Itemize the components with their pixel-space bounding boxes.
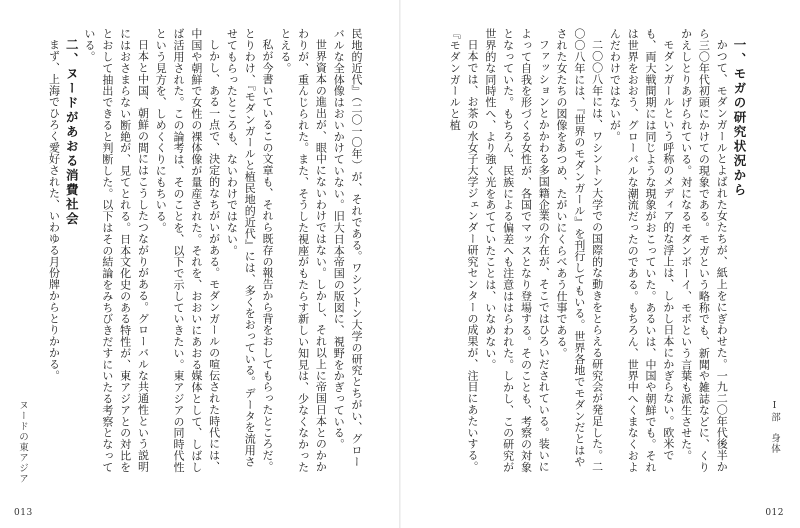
page-number-right: 012 bbox=[765, 508, 784, 518]
paragraph: 日本では、お茶の水女子大学ジェンダー研究センターの成果が、注目にあたいする。『モダンガールと植 bbox=[448, 28, 480, 473]
running-head-right bbox=[767, 400, 781, 454]
right-page-body bbox=[448, 28, 748, 478]
paragraph: 世界資本の進出が、眼中にないわけではない。しかし、それ以上に帝国日本とのかかわりが、重んじられた。また、そうした視座がもたらす新しい知見は、少なくなかったとえる。 bbox=[278, 28, 328, 473]
left-page-body bbox=[25, 28, 365, 478]
paragraph: 二〇〇八年には、ワシントン大学での国際的な動きをとらえる研究会が発足した。二〇〇八年には、『世界のモダンガール』を刊行してもいる。世界各地でモダンだとはやされた女たちの図像をあつめ、たがいにくらべあう仕事である。 bbox=[555, 28, 604, 473]
paragraph: 民地的近代』（二〇一〇年）が、それである。ワシントン大学の研究とちがい、グローバルな全体像はおいかけていない。旧大日本帝国の版図に、視野をかぎっている。 bbox=[332, 28, 363, 468]
section-title-2: 二、ヌードがあおる消費社会 bbox=[64, 38, 80, 227]
paragraph: まず、上海でひろく愛好された、いわゆる月份牌からとりかかる。 bbox=[47, 39, 61, 381]
left-page bbox=[0, 0, 399, 528]
running-head-left bbox=[15, 400, 29, 484]
paragraph: しかし、ある一点で、決定的なちがいがある。モダンガールの喧伝された時代には、中国や朝鮮で女性の裸体像が量産された。それを、おおいにあおる媒体として、しばしば活用された。この論考は、そのことを、以下で示していきたい。東アジアの同時代性という見方を、しめくくりにもちいる。 bbox=[154, 28, 221, 473]
running-head-label: ヌードの東アジア bbox=[17, 400, 28, 484]
paragraph: モダンガールという呼称のメディア的な浮上は、しかし日本にかぎらない。欧米でも、両大戦間期には同じような現象がおこっていた。あるいは、中国や朝鮮でも。それは世界をおおう、グローバルな潮流だったのである。もちろん、世界中へくまなくおよんだわけではないが。 bbox=[608, 28, 675, 473]
running-head-label: I部 身体 bbox=[769, 400, 780, 454]
right-page bbox=[401, 0, 800, 528]
paragraph: 私が今書いているこの文章も、それら既存の報告から背をおしてもらったところだ。とりわけ、『モダンガールと植民地的近代』には、多くをおっている。データを流用させてもらったところも、ないわけではない。 bbox=[225, 28, 275, 473]
section-title-1: 一、モガの研究状況から bbox=[732, 38, 747, 198]
page-number-left: 013 bbox=[14, 508, 33, 518]
paragraph: かつて、モダンガールとよばれた女たちが、紙上をにぎわせた。一九二〇年代後半から三〇年代初頭にかけての現象である。モガという略称でも、新聞や雑誌などに、くりかえしとりあげられている。対になるモダンボーイ、モボという言葉も派生させた。 bbox=[679, 28, 729, 473]
paragraph: 日本と中国、朝鮮の間にはこうしたつながりがある。グローバルな共通性という説明にはおさまらない断絶が、見てとれる。日本文化史のある特性が、東アジアとの対比をとおして抽出できると判断した。以下はその結論をみちびきだすにいたる考察となっている。 bbox=[83, 28, 150, 473]
paragraph: ファッションとかかわる多国籍企業の介在が、そこではひろいだされている。装いによって自我を形づくる女性が、各国でマッスとなり登場する。そのことも、考察の対象となっていた。もちろん、民族による偏差へも注意ははらわれた。しかし、この研究が世界的な同時性へ、より強く光をあてていたことは、いなめない。 bbox=[483, 28, 551, 473]
